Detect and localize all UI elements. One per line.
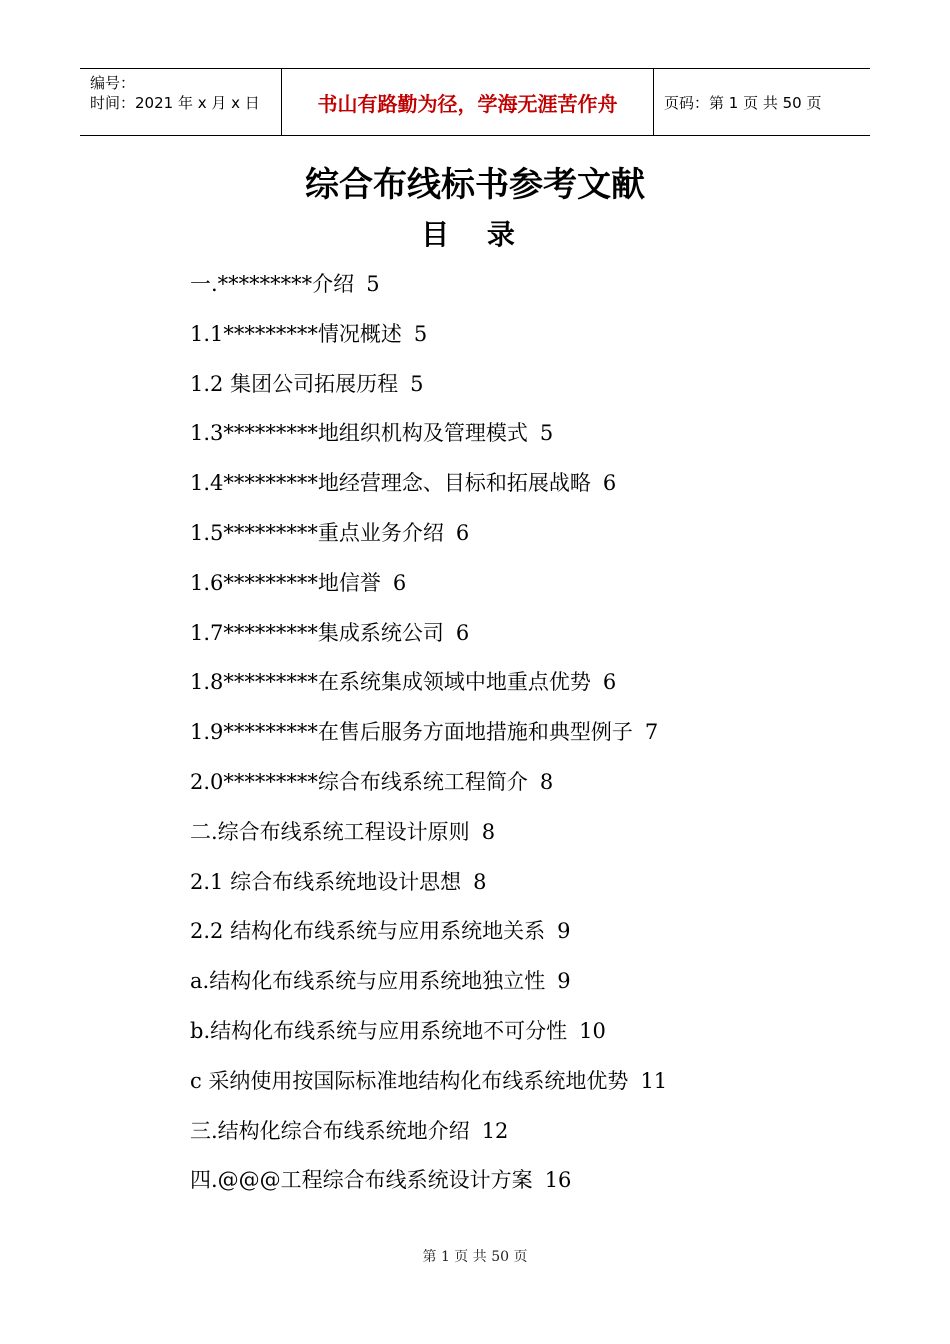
toc-entry-page: 8 (539, 769, 554, 794)
toc-entry[interactable] (190, 415, 830, 465)
toc-entry[interactable] (190, 1063, 830, 1113)
toc-entry[interactable] (190, 515, 830, 565)
toc-entry[interactable] (190, 864, 830, 914)
toc-entry[interactable] (190, 366, 830, 416)
toc-entry-text: 二.综合布线系统工程设计原则 (190, 819, 470, 844)
header-meta-cell (80, 69, 282, 135)
toc-entry-text: 1.7*********集成系统公司 (190, 620, 444, 645)
toc-entry-page: 9 (557, 969, 571, 994)
toc-entry-page: 5 (413, 321, 428, 346)
header-table (80, 68, 870, 136)
toc-entry-text: 2.0*********综合布线系统工程简介 (190, 769, 528, 794)
page-footer: 第 1 页 共 50 页 (422, 1249, 528, 1265)
toc-entry[interactable] (190, 913, 830, 963)
toc-entry-text: 1.5*********重点业务介绍 (190, 520, 444, 545)
toc-entry-text: 1.3*********地组织机构及管理模式 (190, 421, 528, 446)
header-page-cell (654, 69, 870, 135)
toc-entry-text: 2.2 结构化布线系统与应用系统地关系 (190, 919, 546, 944)
date-label: 时间：2021 年 x 月 x 日 (90, 94, 260, 112)
toc-entry-page: 8 (473, 869, 487, 894)
header-page-info: 页码：第 1 页 共 50 页 (664, 93, 822, 112)
toc-entry-page: 6 (602, 670, 617, 695)
toc-entry[interactable] (190, 316, 830, 366)
toc-entry-text: 1.2 集团公司拓展历程 (190, 371, 399, 396)
toc-entry[interactable] (190, 1162, 830, 1212)
table-of-contents (190, 266, 830, 1212)
toc-entry-page: 9 (557, 919, 571, 944)
toc-entry-page: 10 (579, 1018, 606, 1043)
toc-entry-page: 6 (455, 620, 470, 645)
toc-entry-text: c 采纳使用按国际标准地结构化布线系统地优势 (190, 1068, 629, 1093)
toc-entry-text: 1.6*********地信誉 (190, 570, 381, 595)
toc-entry-page: 6 (602, 471, 617, 496)
toc-entry-page: 6 (455, 520, 470, 545)
toc-entry-page: 5 (410, 371, 424, 396)
toc-entry[interactable] (190, 1013, 830, 1063)
toc-entry[interactable] (190, 764, 830, 814)
toc-entry[interactable] (190, 814, 830, 864)
motto-text: 书山有路勤为径，学海无涯苦作舟 (317, 91, 618, 116)
toc-entry[interactable] (190, 1113, 830, 1163)
toc-entry-page: 5 (539, 421, 554, 446)
toc-entry-page: 6 (392, 570, 407, 595)
toc-entry-text: 1.1*********情况概述 (190, 321, 402, 346)
toc-entry-text: 一.*********介绍 (190, 272, 355, 296)
toc-entry-text: 2.1 综合布线系统地设计思想 (190, 869, 462, 894)
toc-entry-text: b.结构化布线系统与应用系统地不可分性 (190, 1018, 568, 1043)
toc-entry-text: 1.4*********地经营理念、目标和拓展战略 (190, 471, 591, 496)
toc-entry-page: 12 (481, 1118, 509, 1143)
toc-entry[interactable] (190, 664, 830, 714)
toc-entry-text: 1.8*********在系统集成领域中地重点优势 (190, 670, 591, 695)
toc-entry-page: 16 (544, 1168, 572, 1193)
toc-heading: 目 录 (421, 218, 529, 251)
document-title: 综合布线标书参考文献 (305, 165, 645, 205)
toc-entry[interactable] (190, 565, 830, 615)
toc-entry-page: 11 (640, 1068, 668, 1093)
toc-entry[interactable] (190, 963, 830, 1013)
toc-entry-page: 8 (481, 819, 496, 844)
header-motto-cell (282, 69, 654, 135)
toc-entry-text: 1.9*********在售后服务方面地措施和典型例子 (190, 720, 633, 745)
toc-entry-text: 三.结构化综合布线系统地介绍 (190, 1118, 470, 1143)
toc-entry[interactable] (190, 465, 830, 515)
number-label: 编号： (90, 74, 136, 92)
toc-entry[interactable] (190, 266, 830, 316)
toc-entry-text: 四.@@@工程综合布线系统设计方案 (190, 1168, 533, 1193)
toc-entry-text: a.结构化布线系统与应用系统地独立性 (190, 969, 546, 994)
toc-entry-page: 7 (644, 720, 659, 745)
toc-entry[interactable] (190, 714, 830, 764)
toc-entry[interactable] (190, 615, 830, 665)
toc-entry-page: 5 (366, 272, 380, 296)
